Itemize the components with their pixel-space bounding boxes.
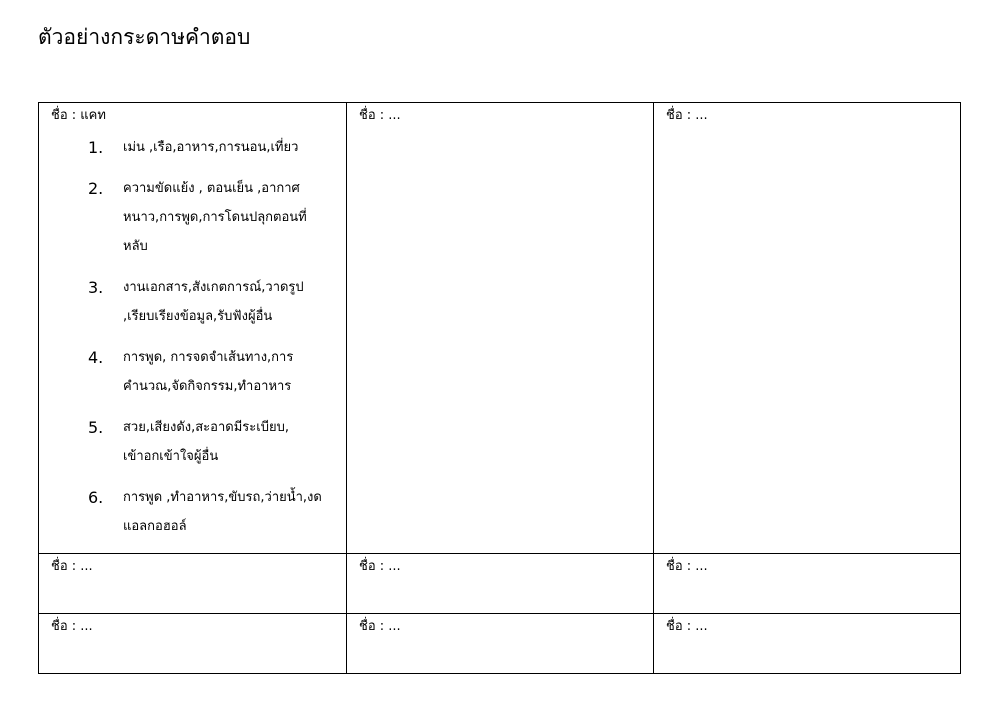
student-name: ชื่อ : ...: [666, 108, 708, 123]
answer-list: [39, 133, 346, 541]
answer-item: [39, 343, 346, 401]
answer-cell: [347, 614, 654, 674]
answer-item: [39, 133, 346, 162]
answer-text: การพูด ,ทำอาหาร,ขับรถ,ว่ายน้ำ,งด: [123, 490, 322, 505]
answer-sheet-table: [38, 102, 961, 674]
page-title: ตัวอย่างกระดาษคำตอบ: [38, 25, 251, 49]
answer-row-2: [39, 554, 961, 614]
student-name: ชื่อ : ...: [666, 559, 708, 574]
answer-cell: [39, 103, 347, 554]
answer-cell: [654, 103, 961, 554]
answer-text: หนาว,การพูด,การโดนปลุกตอนที่: [123, 210, 307, 225]
student-name: ชื่อ : ...: [51, 619, 93, 634]
answer-cell: [654, 554, 961, 614]
answer-number: 5.: [88, 418, 104, 437]
student-name: ชื่อ : แคท: [51, 108, 106, 123]
answer-cell: [347, 103, 654, 554]
answer-text: งานเอกสาร,สังเกตการณ์,วาดรูป: [123, 280, 304, 295]
answer-text: สวย,เสียงดัง,สะอาดมีระเบียบ,: [123, 420, 289, 435]
student-name: ชื่อ : ...: [359, 559, 401, 574]
answer-cell: [39, 554, 347, 614]
student-name: ชื่อ : ...: [359, 619, 401, 634]
answer-number: 6.: [88, 488, 104, 507]
answer-text: แอลกอฮอล์: [123, 519, 187, 534]
student-name: ชื่อ : ...: [51, 559, 93, 574]
answer-item: [39, 174, 346, 261]
answer-item: [39, 273, 346, 331]
answer-item: [39, 483, 346, 541]
answer-text: ,เรียบเรียงข้อมูล,รับฟังผู้อื่น: [123, 309, 273, 324]
answer-cell: [654, 614, 961, 674]
student-name: ชื่อ : ...: [666, 619, 708, 634]
answer-row-main: [39, 103, 961, 554]
student-name: ชื่อ : ...: [359, 108, 401, 123]
answer-row-3: [39, 614, 961, 674]
answer-text: เข้าอกเข้าใจผู้อื่น: [123, 449, 219, 464]
answer-number: 3.: [88, 278, 104, 297]
answer-number: 4.: [88, 348, 104, 367]
answer-item: [39, 413, 346, 471]
answer-cell: [39, 614, 347, 674]
answer-cell: [347, 554, 654, 614]
answer-text: การพูด, การจดจำเส้นทาง,การ: [123, 350, 294, 365]
answer-text: คำนวณ,จัดกิจกรรม,ทำอาหาร: [123, 379, 292, 394]
answer-text: เม่น ,เรือ,อาหาร,การนอน,เที่ยว: [123, 140, 299, 155]
answer-text: ความขัดแย้ง , ตอนเย็น ,อากาศ: [123, 181, 300, 196]
answer-number: 2.: [88, 179, 104, 198]
answer-text: หลับ: [123, 239, 148, 254]
answer-number: 1.: [88, 138, 104, 157]
